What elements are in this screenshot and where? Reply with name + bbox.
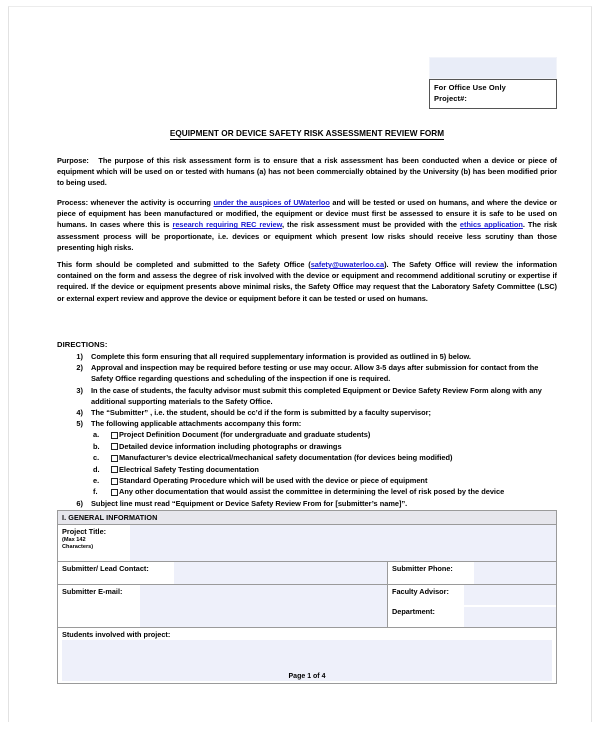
project-title-sub1: (Max 142 bbox=[62, 537, 86, 543]
direction-text: Subject line must read “Equipment or Device Safety Review From for [submitter’s name]”. bbox=[91, 498, 408, 508]
form-section-header: I. GENERAL INFORMATION bbox=[58, 511, 556, 525]
submitter-contact-cell bbox=[58, 562, 388, 584]
submitter-contact-label: Submitter/ Lead Contact: bbox=[62, 564, 149, 573]
attachment-letter: e. bbox=[93, 476, 100, 486]
direction-text: Approval and inspection may be required before testing or use may occur. Allow 3-5 days after submission for contact from the Safety Office regarding questions and scheduling of the inspection if one is required. bbox=[91, 363, 539, 384]
direction-item-5 bbox=[57, 418, 557, 429]
department-input[interactable] bbox=[464, 607, 556, 627]
attachment-item-e bbox=[57, 475, 557, 486]
checkbox-icon[interactable] bbox=[111, 455, 118, 462]
link-auspices-uwaterloo[interactable]: under the auspices of UWaterloo bbox=[213, 198, 330, 207]
direction-number: 3) bbox=[76, 385, 83, 395]
attachment-text-wrap bbox=[111, 486, 557, 497]
attachment-item-a bbox=[57, 429, 557, 440]
submitter-email-cell bbox=[58, 585, 388, 627]
attachments-list bbox=[57, 429, 557, 497]
attachment-text: Electrical Safety Testing documentation bbox=[119, 464, 259, 474]
submitter-phone-input[interactable] bbox=[474, 562, 556, 584]
direction-number: 2) bbox=[76, 363, 83, 373]
attachment-item-b bbox=[57, 441, 557, 452]
project-title-input[interactable] bbox=[130, 525, 556, 561]
direction-number: 5) bbox=[76, 419, 83, 429]
attachment-item-f bbox=[57, 486, 557, 497]
submitter-email-label: Submitter E-mail: bbox=[62, 587, 123, 596]
process-label: Process: bbox=[57, 198, 89, 207]
attachment-letter: f. bbox=[93, 487, 98, 497]
purpose-paragraph bbox=[57, 155, 557, 189]
attachment-letter: c. bbox=[93, 453, 100, 463]
direction-text: Complete this form ensuring that all required supplementary information is provided as outlined in 5) below. bbox=[91, 352, 471, 361]
direction-number: 4) bbox=[76, 408, 83, 418]
direction-item-6 bbox=[57, 498, 557, 509]
faculty-advisor-label: Faculty Advisor: bbox=[392, 587, 449, 596]
process-text-2: and will be tested or used on humans, and where the device or piece of equipment has been manufactured or modified, the equipment or device must first be assessed to ensure it is safe to be used on humans. In cases where this is bbox=[57, 198, 557, 230]
submitter-email-input[interactable] bbox=[140, 585, 387, 627]
project-title-sub2: Characters) bbox=[62, 544, 94, 550]
office-use-shaded-field[interactable] bbox=[429, 57, 557, 79]
checkbox-icon[interactable] bbox=[111, 478, 118, 485]
attachment-text-wrap bbox=[111, 464, 557, 475]
process-text-1: whenever the activity is occurring bbox=[88, 198, 214, 207]
project-title-cell bbox=[58, 525, 556, 561]
link-ethics-application[interactable]: ethics application bbox=[459, 220, 523, 230]
attachment-text-wrap bbox=[111, 429, 557, 440]
submitter-phone-cell bbox=[388, 562, 556, 584]
attachment-letter: d. bbox=[93, 464, 100, 474]
attachment-text: Standard Operating Procedure which will be used with the device or piece of equipment bbox=[119, 476, 428, 486]
link-research-rec-review[interactable]: research requiring REC review bbox=[172, 220, 283, 230]
attachment-item-d bbox=[57, 464, 557, 475]
table-row bbox=[58, 562, 556, 585]
faculty-advisor-department-cell bbox=[388, 585, 556, 627]
direction-text: The “Submitter” , i.e. the student, should be cc’d if the form is submitted by a faculty supervisor; bbox=[91, 408, 432, 418]
direction-item-4 bbox=[57, 407, 557, 418]
department-label: Department: bbox=[392, 607, 435, 616]
faculty-advisor-input[interactable] bbox=[464, 585, 556, 605]
office-use-block bbox=[429, 57, 557, 109]
process-text-4: . The risk assessment process will be proportionate, i.e. devices or equipment which present low risks should receive less scrutiny than those presenting high risks. bbox=[57, 220, 558, 252]
attachment-item-c bbox=[57, 452, 557, 463]
project-title-label: Project Title: bbox=[62, 527, 107, 536]
attachment-text-wrap bbox=[111, 441, 557, 452]
table-row bbox=[58, 525, 556, 562]
directions-list bbox=[57, 351, 557, 509]
office-use-box bbox=[429, 79, 557, 109]
attachment-text-wrap bbox=[111, 452, 557, 463]
direction-number: 6) bbox=[76, 498, 83, 508]
submission-text-2: ). The Safety Office will review the information contained on the form and assess the degree of risk involved with the device or equipment and recommend additional scrutiny or expertise if required. If the device or equipment presents above minimal risks, the Safety Office may request that the Laboratory Safety Committee (LSC) or external expert review and approve the device or equipment before it can be tested or used on humans. bbox=[57, 260, 557, 303]
link-safety-email[interactable]: safety@uwaterloo.ca bbox=[310, 260, 385, 269]
office-use-project-number[interactable]: Project#: bbox=[434, 93, 467, 103]
direction-item-3 bbox=[57, 385, 557, 407]
general-information-form bbox=[57, 510, 557, 684]
submitter-contact-input[interactable] bbox=[174, 562, 387, 584]
directions-heading: DIRECTIONS: bbox=[57, 340, 108, 349]
direction-item-2 bbox=[57, 362, 557, 384]
purpose-label: Purpose: bbox=[57, 156, 89, 165]
checkbox-icon[interactable] bbox=[111, 489, 118, 496]
direction-number: 1) bbox=[76, 352, 83, 361]
process-paragraph bbox=[57, 197, 557, 253]
page-footer: Page 1 of 4 bbox=[288, 673, 326, 680]
attachment-text: Any other documentation that would assist the committee in determining the level of risk posed by the device bbox=[119, 487, 505, 497]
office-use-title: For Office Use Only bbox=[434, 83, 506, 92]
checkbox-icon[interactable] bbox=[111, 466, 118, 473]
direction-item-1 bbox=[57, 351, 557, 362]
table-row bbox=[58, 585, 556, 628]
attachment-text: Project Definition Document (for undergraduate and graduate students) bbox=[119, 430, 371, 440]
page-title-text: EQUIPMENT OR DEVICE SAFETY RISK ASSESSMENT REVIEW FORM bbox=[169, 129, 445, 138]
process-text-3: , the risk assessment must be provided with the bbox=[282, 220, 460, 230]
document-page bbox=[8, 6, 592, 722]
checkbox-icon[interactable] bbox=[111, 443, 118, 450]
direction-text: In the case of students, the faculty advisor must submit this completed Equipment or Device Safety Review Form along with any additional supporting materials to the Safety Office. bbox=[91, 385, 542, 406]
submitter-phone-label: Submitter Phone: bbox=[392, 564, 453, 573]
attachment-letter: b. bbox=[93, 441, 100, 451]
attachment-text-wrap bbox=[111, 475, 557, 486]
submission-paragraph bbox=[57, 259, 557, 304]
direction-text: The following applicable attachments accompany this form: bbox=[91, 419, 302, 429]
page-title bbox=[57, 129, 557, 138]
attachment-letter: a. bbox=[93, 430, 100, 440]
attachment-text: Detailed device information including photographs or drawings bbox=[119, 441, 342, 451]
attachment-text: Manufacturer’s device electrical/mechanical safety documentation (for devices being modified) bbox=[119, 453, 453, 463]
students-involved-label: Students involved with project: bbox=[62, 630, 171, 639]
purpose-text: The purpose of this risk assessment form is to ensure that a risk assessment has been conducted when a device or piece of equipment which will be used on or tested with humans (a) has not been commercially obtained by the University (b) has been modified prior to being used. bbox=[57, 156, 557, 188]
submission-text-1: This form should be completed and submitted to the Safety Office ( bbox=[57, 260, 311, 269]
checkbox-icon[interactable] bbox=[111, 432, 118, 439]
